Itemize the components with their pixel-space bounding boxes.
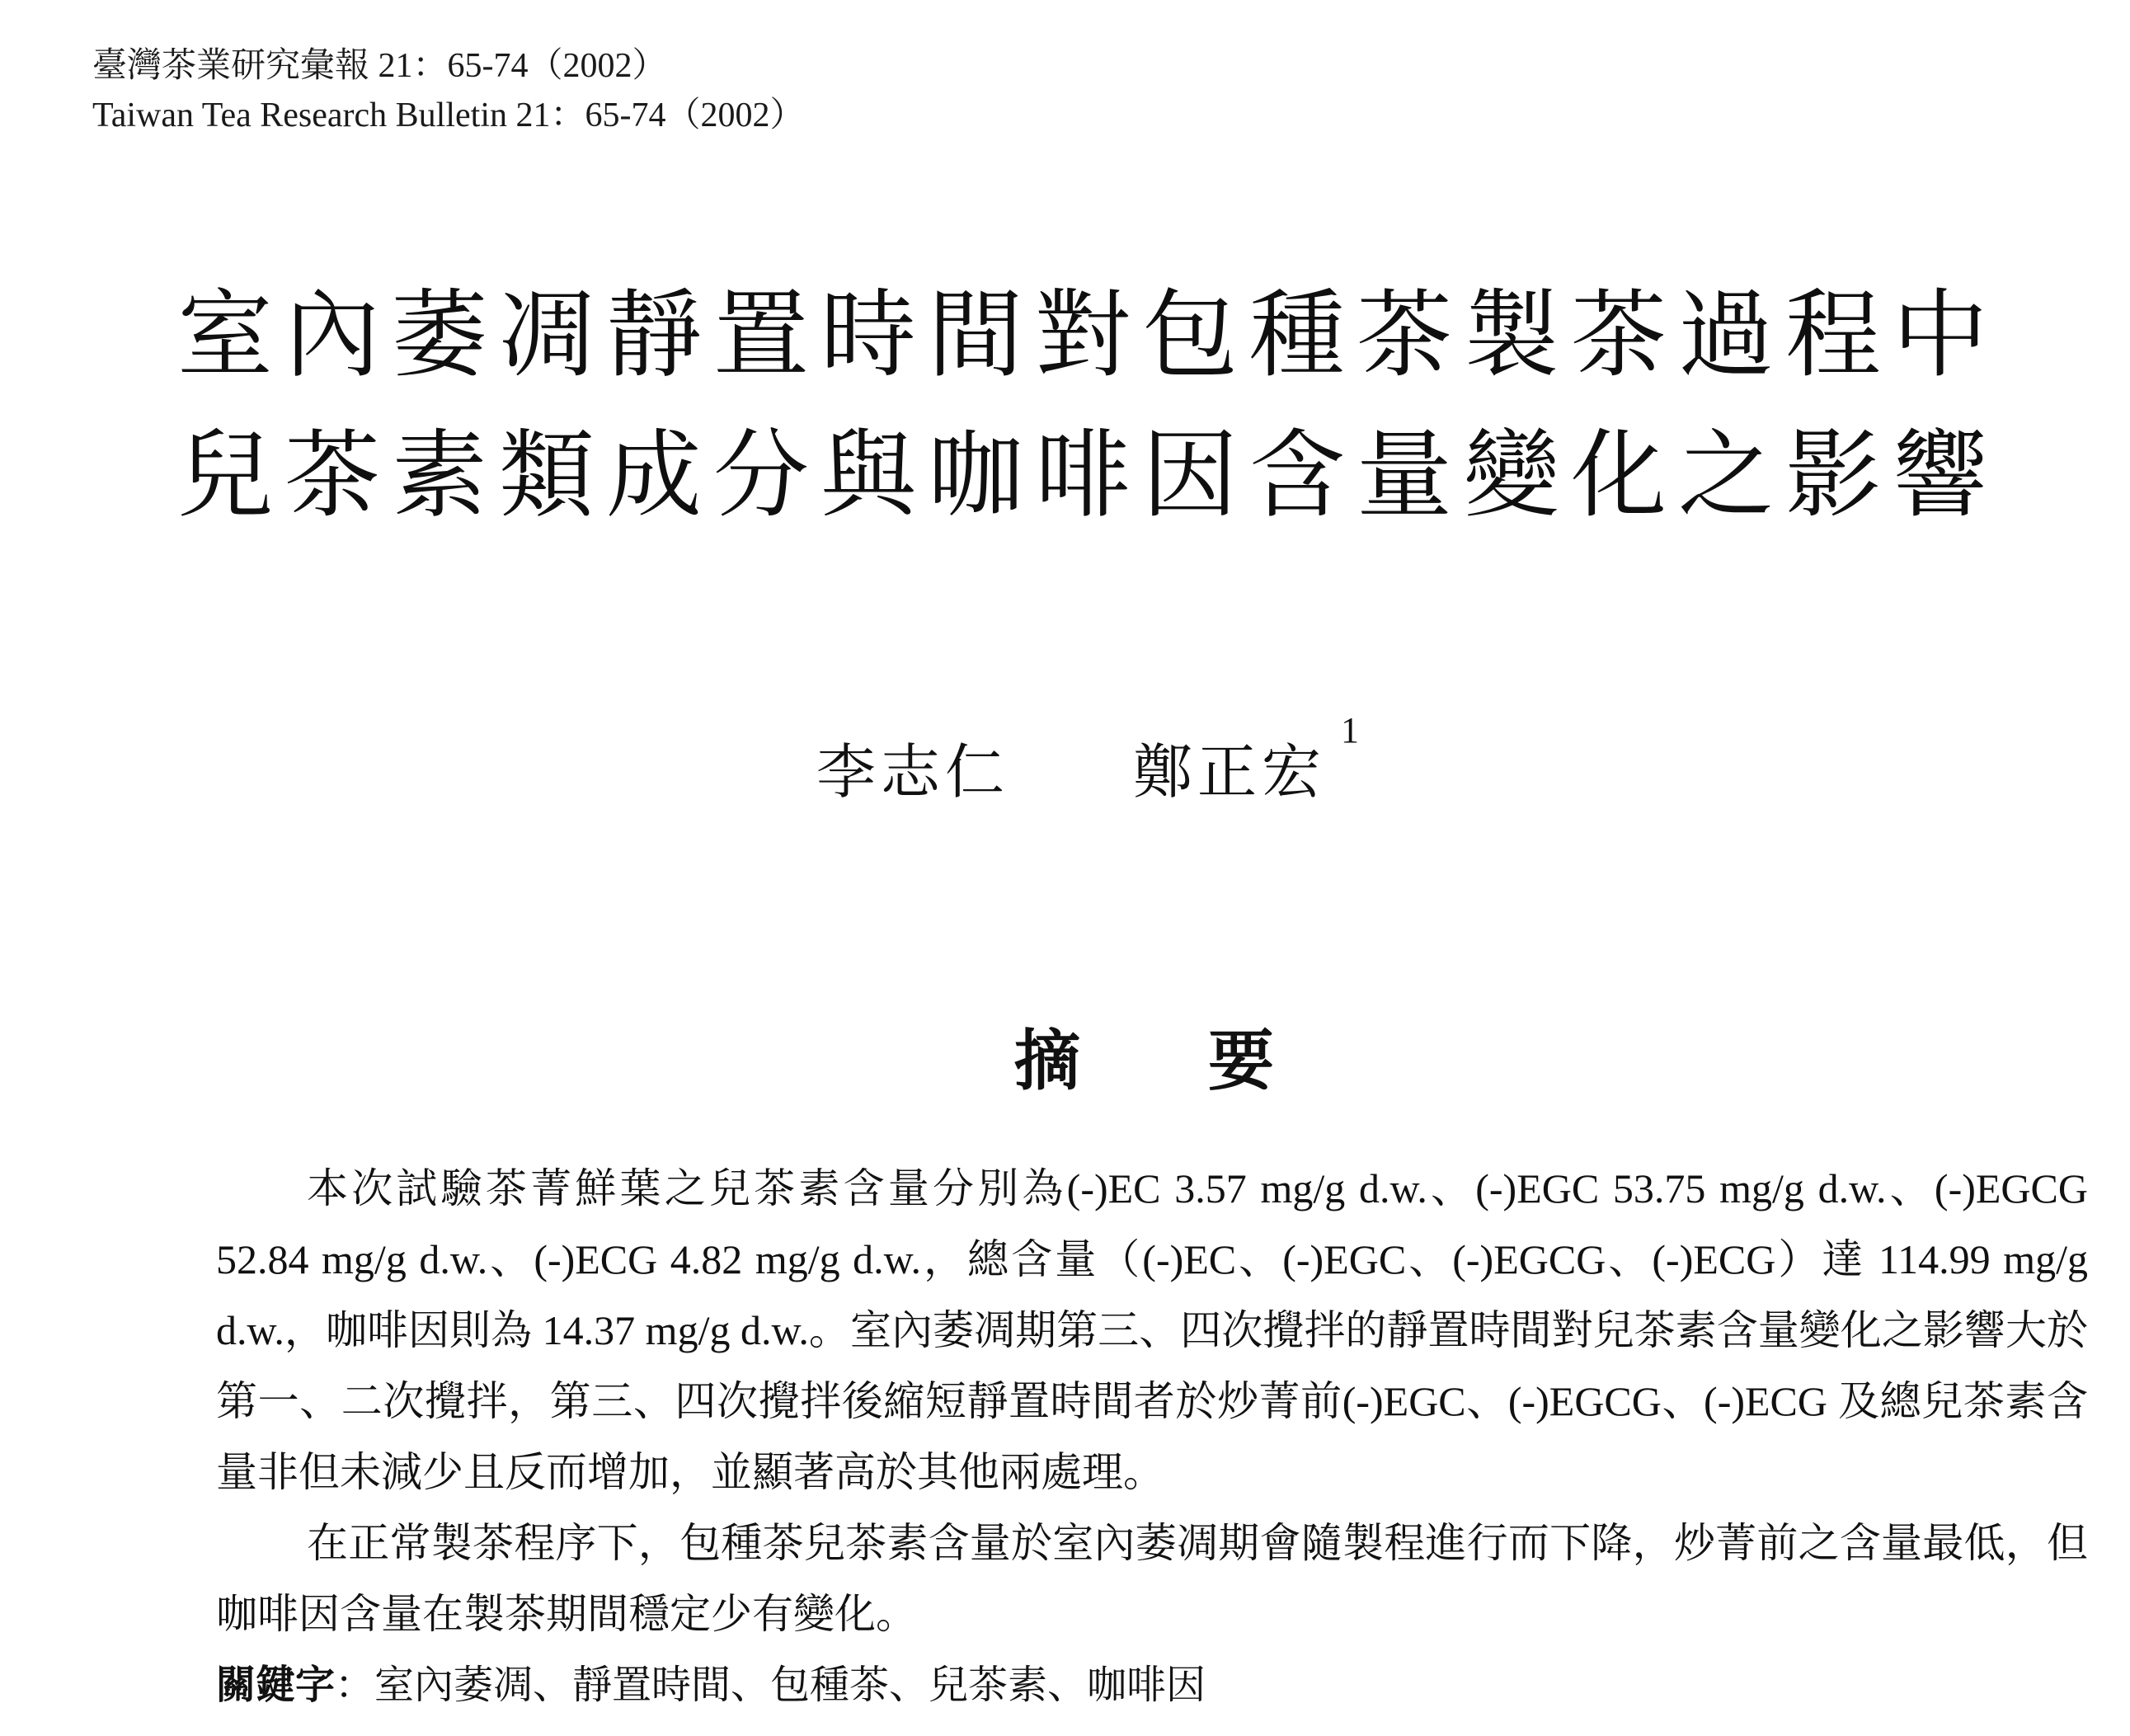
- title-line-2: 兒茶素類成分與咖啡因含量變化之影響: [177, 420, 2000, 531]
- keywords-separator: ：: [335, 1662, 375, 1708]
- abstract-paragraph: 本次試驗茶菁鮮葉之兒茶素含量分別為(-)EC 3.57 mg/g d.w.、(-)EGC 53.75 mg/g d.w.、(-)EGCG 52.84 mg/g d.w.、(-)ECG 4.82 mg/g d.w.，總含量（(-)EC、(-)EGC、(-)EGCG、(-)ECG）達 114.99 mg/g d.w.，咖啡因則為 14.37 mg/g d.w.。室內萎凋期第三、四次攪拌的靜置時間對兒茶素含量變化之影響大於第一、二次攪拌，第三、四次攪拌後縮短靜置時間者於炒菁前(-)EGC、(-)EGCG、(-)ECG 及總兒茶素含量非但未減少且反而增加，並顯著高於其他兩處理。: [216, 1165, 2088, 1495]
- author-name: 李志仁: [816, 737, 1010, 807]
- author-list: [816, 710, 1365, 810]
- author-footnote-mark: 1: [1341, 710, 1365, 750]
- abstract-body: [216, 1153, 2088, 1720]
- journal-header: [92, 41, 804, 140]
- abstract-heading: [1014, 1008, 1274, 1103]
- author-name: 鄭正宏: [1133, 737, 1327, 807]
- keywords-label: 關鍵字: [216, 1662, 336, 1708]
- abstract-heading-char: 要: [1208, 1023, 1274, 1099]
- journal-citation-chinese: 臺灣茶業研究彙報 21：65-74（2002）: [92, 47, 667, 85]
- abstract-heading-char: 摘: [1014, 1023, 1080, 1099]
- keywords-line: [216, 1649, 2088, 1720]
- title-line-1: 室內萎凋靜置時間對包種茶製茶過程中: [177, 280, 2000, 391]
- abstract-paragraph: 在正常製茶程序下，包種茶兒茶素含量於室內萎凋期會隨製程進行而下降，炒菁前之含量最低，但咖啡因含量在製茶期間穩定少有變化。: [216, 1520, 2088, 1637]
- paper-title: [177, 266, 2090, 546]
- keywords-list: 室內萎凋、靜置時間、包種茶、兒茶素、咖啡因: [374, 1662, 1206, 1708]
- journal-citation-english: Taiwan Tea Research Bulletin 21：65-74（2002）: [92, 96, 805, 134]
